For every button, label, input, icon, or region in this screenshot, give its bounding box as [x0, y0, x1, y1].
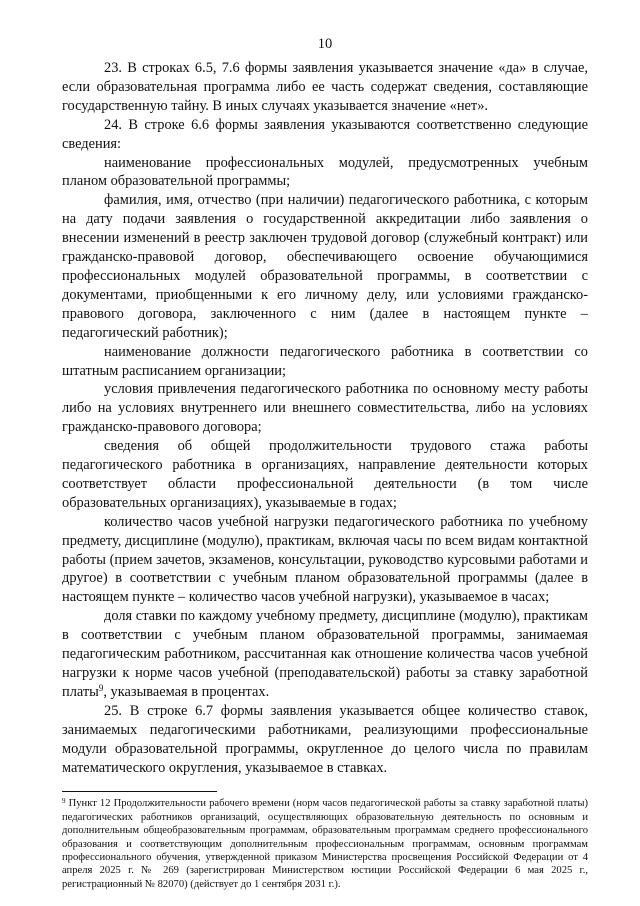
- list-item-teaching-hours: количество часов учебной нагрузки педагогического работника по учебному предмету, дисциплине (модулю), практикам, включая часы по всем видам контактной работы (прием зачетов, экзаменов, консультации, руководство курсовыми работами и другое) в соответствии с учебным планом образовательной программы (далее в настоящем пункте – количество часов учебной нагрузки), указываемое в часах;: [62, 513, 588, 606]
- list-item-rate-share: [62, 607, 588, 702]
- list-item-position: наименование должности педагогического работника в соответствии со штатным расписанием организации;: [62, 343, 588, 379]
- list-item-modules: наименование профессиональных модулей, предусмотренных учебным планом образовательной программы;: [62, 154, 588, 190]
- paragraph-24: 24. В строке 6.6 формы заявления указываются соответственно следующие сведения:: [62, 116, 588, 152]
- list-item-teacher-name: фамилия, имя, отчество (при наличии) педагогического работника, с которым на дату подачи заявления о государственной аккредитации либо заявления о внесении изменений в реестр заключен трудовой договор (служебный контракт) или гражданско-правовой договор, обеспечивающего освоение обучающимися профессиональных модулей образовательной программы, в соответствии с документами, приобщенными к его личному делу, или условиями гражданско-правового договора, заключенного с ним (далее в настоящем пункте – педагогический работник);: [62, 192, 588, 341]
- footnote-divider: [62, 791, 217, 792]
- paragraph-23: 23. В строках 6.5, 7.6 формы заявления указывается значение «да» в случае, если образовательная программа либо ее часть содержат сведения, составляющие государственную тайну. В иных случаях указывается значение «нет».: [62, 60, 588, 114]
- document-body: [62, 59, 588, 777]
- footnote-reference[interactable]: 9: [98, 682, 104, 693]
- footnote-text: Пункт 12 Продолжительности рабочего времени (норм часов педагогической работы за ставку заработной платы) педагогических работников организаций, осуществляющих образовательную деятельность по основным и дополнительным общеобразовательным программам, образовательным программам среднего профессионального образования и соответствующим дополнительным профессиональным программам, основным программам профессионального обучения, утвержденной приказом Министерства просвещения Российской Федерации от 4 апреля 2025 г. № 269 (зарегистрирован Министерством юстиции Российской Федерации 6 мая 2025 г., регистрационный № 82070) (действует до 1 сентября 2031 г.).: [62, 798, 588, 890]
- list-item-work-experience: сведения об общей продолжительности трудового стажа работы педагогического работника в организациях, направление деятельности которых соответствует области профессиональной деятельности (в том числе образовательных организациях), указываемые в годах;: [62, 438, 588, 511]
- page-number: 10: [317, 36, 333, 52]
- rate-share-text-end: , указываемая в процентах.: [103, 683, 270, 700]
- paragraph-25: 25. В строке 6.7 формы заявления указывается общее количество ставок, занимаемых педагогическими работниками, реализующими профессиональные модули образовательной программы, округленное до целого числа по правилам математического округления, указываемое в ставках.: [62, 702, 588, 776]
- rate-share-text: доля ставки по каждому учебному предмету, дисциплине (модулю), практикам в соответствии с учебным планом образовательной программы, занимаемая педагогическим работником, рассчитанная как отношение количества часов учебной нагрузки к норме часов учебной (преподавательской) работы за ставку заработной платы: [62, 608, 588, 700]
- footnote-mark: 9: [62, 797, 66, 806]
- footnote: [62, 797, 588, 891]
- list-item-employment-terms: условия привлечения педагогического работника по основному месту работы либо на условиях внутреннего или внешнего совместительства, либо на условиях гражданско-правового договора;: [62, 381, 588, 436]
